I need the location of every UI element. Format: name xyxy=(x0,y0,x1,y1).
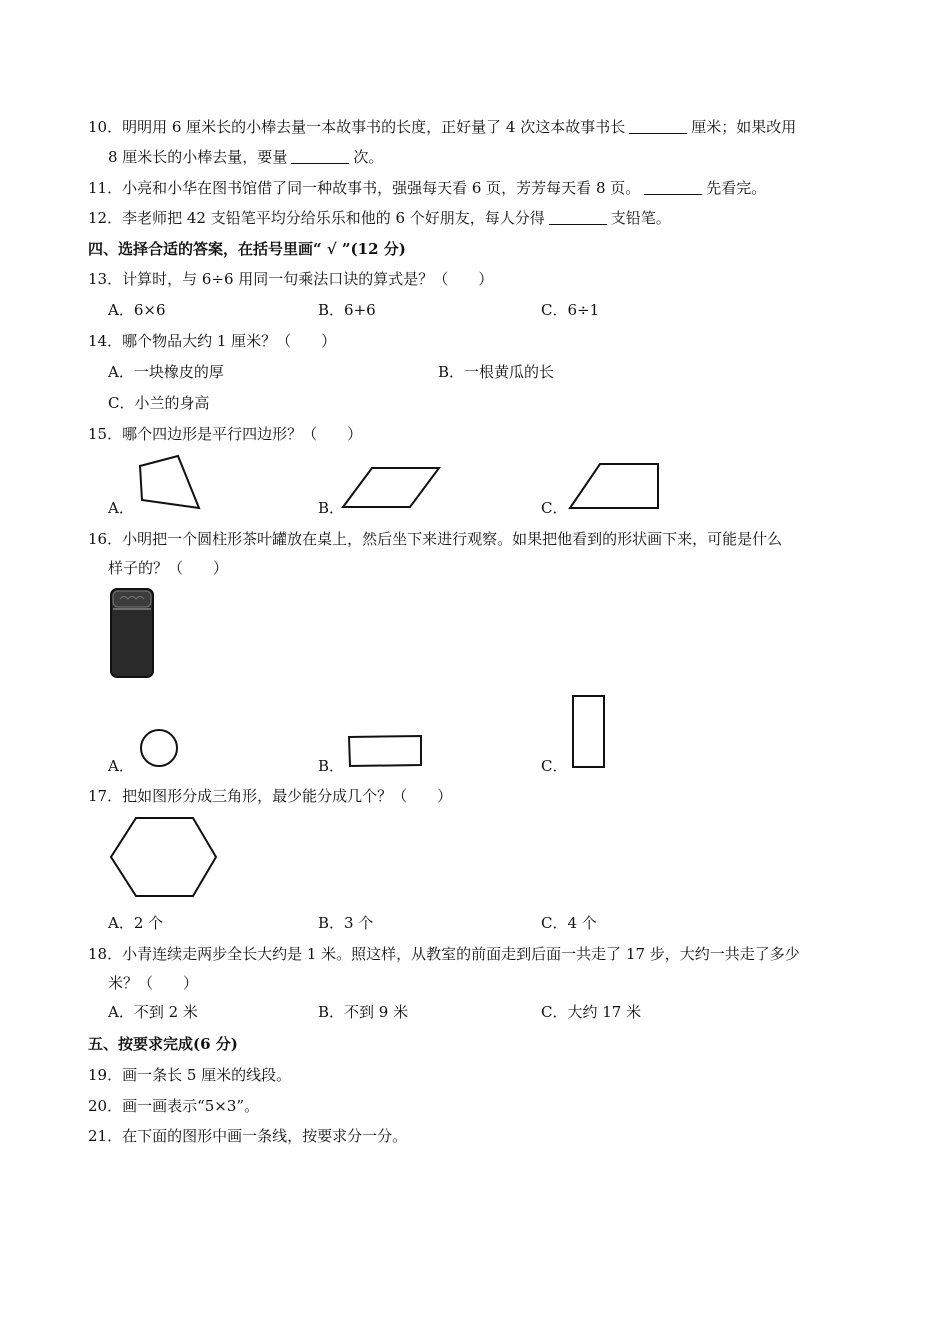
answer-blank[interactable] xyxy=(629,119,687,134)
question-11: 11．小亮和小华在图书馆借了同一种故事书，强强每天看 6 页，芳芳每天看 8 页。 先看完。 xyxy=(88,179,767,197)
parallelogram-shape-b xyxy=(340,462,450,514)
question-15-stem: 15．哪个四边形是平行四边形？（ ） xyxy=(88,425,363,443)
tall-rectangle-shape-c xyxy=(570,693,608,771)
option-b[interactable]: B．3 个 xyxy=(318,914,374,932)
option-a[interactable]: A． xyxy=(108,757,134,775)
option-c[interactable]: C． xyxy=(541,499,568,517)
option-a[interactable]: A．2 个 xyxy=(108,914,164,932)
question-17-stem: 17．把如图形分成三角形，最少能分成几个？（ ） xyxy=(88,787,453,805)
question-14-stem: 14．哪个物品大约 1 厘米？（ ） xyxy=(88,332,337,350)
option-c[interactable]: C．6÷1 xyxy=(541,301,600,319)
question-20: 20．画一画表示“5×3”。 xyxy=(88,1097,260,1115)
option-a[interactable]: A． xyxy=(108,499,134,517)
hexagon-shape xyxy=(108,815,220,899)
trapezoid-shape-c xyxy=(565,460,665,514)
option-c[interactable]: C． xyxy=(541,757,568,775)
answer-blank[interactable] xyxy=(644,180,702,195)
option-b[interactable]: B．不到 9 米 xyxy=(318,1003,409,1021)
section-5-title: 五、按要求完成(6 分) xyxy=(88,1035,238,1053)
wide-rectangle-shape-b xyxy=(346,734,426,770)
question-10-line2: 8 厘米长的小棒去量，要量 次。 xyxy=(108,148,384,166)
question-16-line1: 16．小明把一个圆柱形茶叶罐放在桌上，然后坐下来进行观察。如果把他看到的形状画下来，可能是什么 xyxy=(88,530,783,548)
option-b[interactable]: B．一根黄瓜的长 xyxy=(438,363,555,381)
option-c[interactable]: C．小兰的身高 xyxy=(108,394,210,412)
option-b[interactable]: B． xyxy=(318,499,345,517)
quadrilateral-shape-a xyxy=(130,452,210,514)
option-b[interactable]: B． xyxy=(318,757,345,775)
question-13-stem: 13．计算时，与 6÷6 用同一句乘法口诀的算式是？（ ） xyxy=(88,270,494,288)
question-16-line2: 样子的？（ ） xyxy=(108,559,229,577)
option-b[interactable]: B．6+6 xyxy=(318,301,376,319)
option-c[interactable]: C．4 个 xyxy=(541,914,597,932)
answer-blank[interactable] xyxy=(291,149,349,164)
tea-canister-image xyxy=(108,586,158,682)
option-c[interactable]: C．大约 17 米 xyxy=(541,1003,642,1021)
question-18-line1: 18．小青连续走两步全长大约是 1 米。照这样，从教室的前面走到后面一共走了 17 步，大约一共走了多少 xyxy=(88,945,800,963)
question-10-line1: 10．明明用 6 厘米长的小棒去量一本故事书的长度，正好量了 4 次这本故事书长 厘米；如果改用 xyxy=(88,118,797,136)
answer-blank[interactable] xyxy=(549,210,607,225)
question-18-line2: 米？（ ） xyxy=(108,974,199,992)
option-a[interactable]: A．不到 2 米 xyxy=(108,1003,198,1021)
question-21: 21．在下面的图形中画一条线，按要求分一分。 xyxy=(88,1127,408,1145)
question-12: 12．李老师把 42 支铅笔平均分给乐乐和他的 6 个好朋友，每人分得 支铅笔。 xyxy=(88,209,671,227)
question-19: 19．画一条长 5 厘米的线段。 xyxy=(88,1066,292,1084)
option-a[interactable]: A．6×6 xyxy=(108,301,166,319)
option-a[interactable]: A．一块橡皮的厚 xyxy=(108,363,224,381)
circle-shape-a xyxy=(136,728,184,772)
section-4-title: 四、选择合适的答案，在括号里画“ √ ”(12 分) xyxy=(88,240,406,258)
